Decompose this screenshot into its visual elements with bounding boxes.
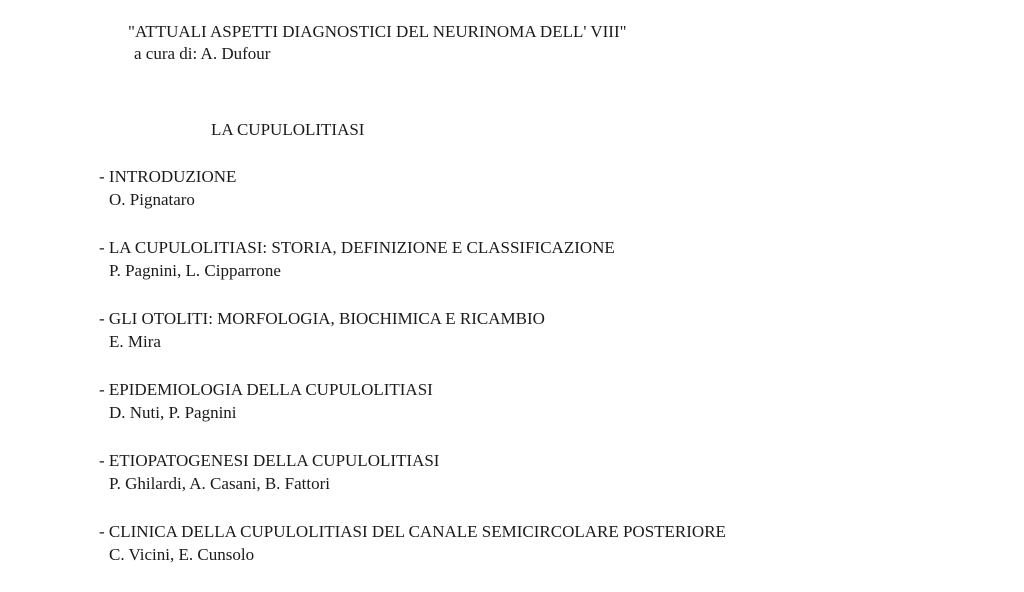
toc-entry-title: - CLINICA DELLA CUPULOLITIASI DEL CANALE SEMICIRCOLARE POSTERIORE xyxy=(99,522,726,541)
toc-entry-authors: P. Ghilardi, A. Casani, B. Fattori xyxy=(109,474,330,493)
toc-entry xyxy=(99,521,726,592)
toc-entry xyxy=(99,379,726,450)
toc-entry-title: - GLI OTOLITI: MORFOLOGIA, BIOCHIMICA E RICAMBIO xyxy=(99,309,545,328)
table-of-contents xyxy=(99,166,726,592)
toc-entry xyxy=(99,308,726,379)
toc-entry-authors: E. Mira xyxy=(109,332,161,351)
toc-entry-title: - INTRODUZIONE xyxy=(99,167,237,186)
toc-entry-title: - LA CUPULOLITIASI: STORIA, DEFINIZIONE E CLASSIFICAZIONE xyxy=(99,238,615,257)
document-header xyxy=(128,21,627,65)
toc-entry-authors: C. Vicini, E. Cunsolo xyxy=(109,545,255,564)
header-title: "ATTUALI ASPETTI DIAGNOSTICI DEL NEURINOMA DELL' VIII" xyxy=(128,22,627,41)
toc-entry-authors: P. Pagnini, L. Cipparrone xyxy=(109,261,281,280)
header-editor: a cura di: A. Dufour xyxy=(134,44,271,63)
toc-entry-title: - EPIDEMIOLOGIA DELLA CUPULOLITIASI xyxy=(99,380,433,399)
toc-entry-title: - ETIOPATOGENESI DELLA CUPULOLITIASI xyxy=(99,451,440,470)
toc-entry xyxy=(99,166,726,237)
toc-entry-authors: O. Pignataro xyxy=(109,190,195,209)
section-title: LA CUPULOLITIASI xyxy=(211,120,365,139)
toc-entry-authors: D. Nuti, P. Pagnini xyxy=(109,403,237,422)
toc-entry xyxy=(99,450,726,521)
toc-entry xyxy=(99,237,726,308)
